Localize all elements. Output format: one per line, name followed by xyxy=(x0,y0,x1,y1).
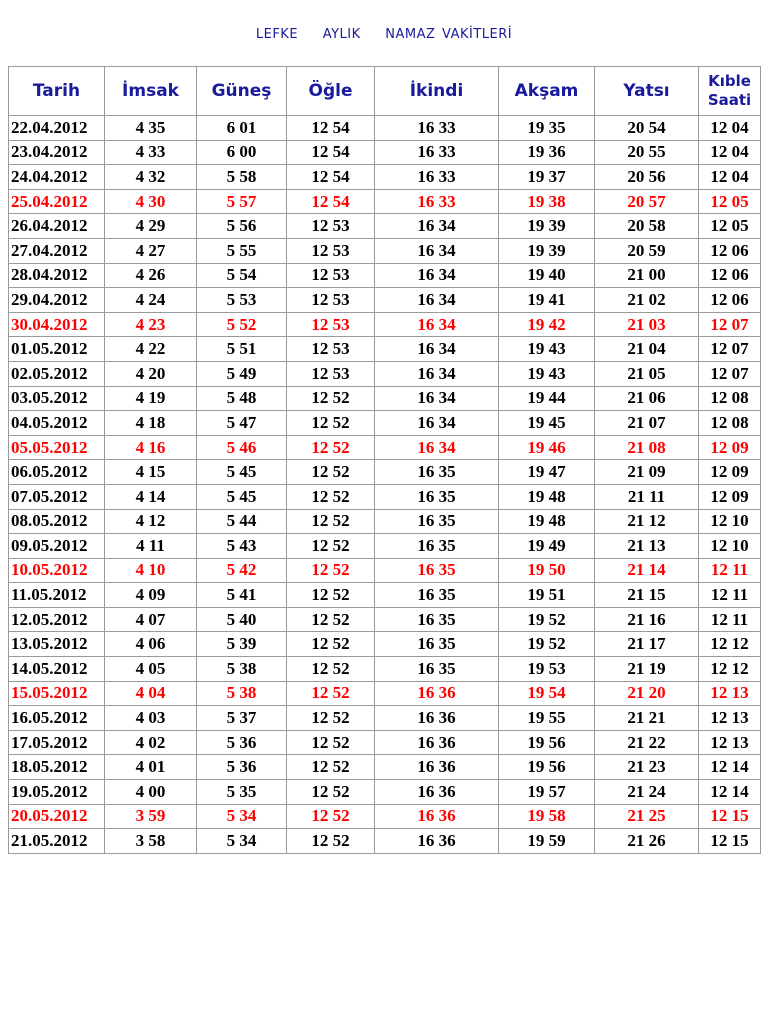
table-cell: 19 50 xyxy=(499,558,595,583)
table-cell: 01.05.2012 xyxy=(9,337,105,362)
table-cell: 12 52 xyxy=(287,607,375,632)
table-cell: 4 11 xyxy=(105,534,197,559)
table-cell: 21 02 xyxy=(595,288,699,313)
table-cell: 16 33 xyxy=(375,140,499,165)
table-cell: 16 35 xyxy=(375,534,499,559)
table-cell: 21 13 xyxy=(595,534,699,559)
table-row xyxy=(9,189,761,214)
table-cell: 21 22 xyxy=(595,730,699,755)
table-cell: 19 54 xyxy=(499,681,595,706)
table-cell: 12 13 xyxy=(699,706,761,731)
table-cell: 16 36 xyxy=(375,780,499,805)
table-cell: 4 16 xyxy=(105,435,197,460)
column-header-kible-saati: Kıble Saati xyxy=(699,67,761,116)
table-cell: 16 35 xyxy=(375,460,499,485)
table-cell: 6 00 xyxy=(197,140,287,165)
table-cell: 19 48 xyxy=(499,484,595,509)
table-cell: 19 44 xyxy=(499,386,595,411)
table-cell: 21 14 xyxy=(595,558,699,583)
table-row xyxy=(9,460,761,485)
table-cell: 14.05.2012 xyxy=(9,657,105,682)
table-cell: 21 17 xyxy=(595,632,699,657)
column-header-ogle: Öğle xyxy=(287,67,375,116)
table-cell: 5 36 xyxy=(197,755,287,780)
table-cell: 20.05.2012 xyxy=(9,804,105,829)
table-cell: 12 52 xyxy=(287,780,375,805)
table-cell: 16 35 xyxy=(375,484,499,509)
table-cell: 19 57 xyxy=(499,780,595,805)
table-cell: 16 36 xyxy=(375,755,499,780)
table-row xyxy=(9,312,761,337)
table-cell: 09.05.2012 xyxy=(9,534,105,559)
table-cell: 19 42 xyxy=(499,312,595,337)
title-subject: NAMAZ VAKİTLERİ xyxy=(385,27,513,42)
table-cell: 21 04 xyxy=(595,337,699,362)
table-cell: 4 12 xyxy=(105,509,197,534)
table-cell: 08.05.2012 xyxy=(9,509,105,534)
table-cell: 20 58 xyxy=(595,214,699,239)
table-cell: 19 43 xyxy=(499,337,595,362)
table-row xyxy=(9,165,761,190)
table-cell: 15.05.2012 xyxy=(9,681,105,706)
table-cell: 16 34 xyxy=(375,337,499,362)
table-cell: 12 53 xyxy=(287,337,375,362)
table-cell: 4 29 xyxy=(105,214,197,239)
table-row xyxy=(9,681,761,706)
table-cell: 21 08 xyxy=(595,435,699,460)
table-cell: 21 15 xyxy=(595,583,699,608)
table-cell: 16 34 xyxy=(375,435,499,460)
table-cell: 21 19 xyxy=(595,657,699,682)
table-cell: 19 52 xyxy=(499,632,595,657)
table-cell: 12 04 xyxy=(699,116,761,141)
table-cell: 12 09 xyxy=(699,484,761,509)
table-cell: 06.05.2012 xyxy=(9,460,105,485)
table-cell: 4 35 xyxy=(105,116,197,141)
table-cell: 5 38 xyxy=(197,657,287,682)
table-cell: 19 41 xyxy=(499,288,595,313)
table-cell: 16 33 xyxy=(375,165,499,190)
table-row xyxy=(9,706,761,731)
table-cell: 4 32 xyxy=(105,165,197,190)
table-cell: 20 54 xyxy=(595,116,699,141)
table-cell: 07.05.2012 xyxy=(9,484,105,509)
table-cell: 12 15 xyxy=(699,804,761,829)
table-cell: 12 53 xyxy=(287,312,375,337)
table-row xyxy=(9,829,761,854)
table-cell: 16 36 xyxy=(375,829,499,854)
table-row xyxy=(9,238,761,263)
table-cell: 12 14 xyxy=(699,755,761,780)
table-cell: 5 57 xyxy=(197,189,287,214)
table-cell: 4 19 xyxy=(105,386,197,411)
table-cell: 4 24 xyxy=(105,288,197,313)
table-row xyxy=(9,534,761,559)
prayer-times-table xyxy=(8,66,761,854)
table-cell: 12 54 xyxy=(287,189,375,214)
table-cell: 16 34 xyxy=(375,361,499,386)
table-cell: 5 34 xyxy=(197,804,287,829)
table-cell: 5 38 xyxy=(197,681,287,706)
table-cell: 20 55 xyxy=(595,140,699,165)
table-cell: 12 06 xyxy=(699,288,761,313)
table-cell: 4 06 xyxy=(105,632,197,657)
table-cell: 12 52 xyxy=(287,730,375,755)
table-cell: 13.05.2012 xyxy=(9,632,105,657)
table-cell: 4 07 xyxy=(105,607,197,632)
table-cell: 19 40 xyxy=(499,263,595,288)
table-cell: 16.05.2012 xyxy=(9,706,105,731)
table-row xyxy=(9,558,761,583)
table-body xyxy=(9,116,761,854)
table-cell: 3 59 xyxy=(105,804,197,829)
table-cell: 19 49 xyxy=(499,534,595,559)
table-cell: 12 13 xyxy=(699,681,761,706)
table-cell: 12 52 xyxy=(287,829,375,854)
table-cell: 19 36 xyxy=(499,140,595,165)
table-cell: 16 34 xyxy=(375,214,499,239)
table-cell: 16 34 xyxy=(375,238,499,263)
column-header-imsak: İmsak xyxy=(105,67,197,116)
table-row xyxy=(9,730,761,755)
table-cell: 21 26 xyxy=(595,829,699,854)
table-cell: 19.05.2012 xyxy=(9,780,105,805)
table-row xyxy=(9,583,761,608)
table-cell: 28.04.2012 xyxy=(9,263,105,288)
table-cell: 12 05 xyxy=(699,214,761,239)
table-cell: 16 36 xyxy=(375,681,499,706)
title-period: AYLIK xyxy=(322,27,361,42)
table-cell: 4 02 xyxy=(105,730,197,755)
table-cell: 19 39 xyxy=(499,238,595,263)
table-cell: 20 59 xyxy=(595,238,699,263)
column-header-yatsi: Yatsı xyxy=(595,67,699,116)
table-cell: 19 53 xyxy=(499,657,595,682)
table-cell: 5 47 xyxy=(197,411,287,436)
table-cell: 12 09 xyxy=(699,460,761,485)
table-cell: 21 25 xyxy=(595,804,699,829)
table-row xyxy=(9,657,761,682)
table-cell: 12 52 xyxy=(287,558,375,583)
table-cell: 5 54 xyxy=(197,263,287,288)
table-cell: 19 51 xyxy=(499,583,595,608)
table-cell: 12 07 xyxy=(699,337,761,362)
table-cell: 02.05.2012 xyxy=(9,361,105,386)
table-cell: 19 58 xyxy=(499,804,595,829)
table-cell: 19 59 xyxy=(499,829,595,854)
table-row xyxy=(9,804,761,829)
table-cell: 5 55 xyxy=(197,238,287,263)
table-cell: 12 52 xyxy=(287,755,375,780)
table-cell: 12 06 xyxy=(699,238,761,263)
table-cell: 19 46 xyxy=(499,435,595,460)
table-cell: 4 15 xyxy=(105,460,197,485)
table-cell: 4 04 xyxy=(105,681,197,706)
table-cell: 4 01 xyxy=(105,755,197,780)
table-row xyxy=(9,386,761,411)
table-cell: 12 52 xyxy=(287,583,375,608)
table-row xyxy=(9,140,761,165)
table-cell: 12 07 xyxy=(699,312,761,337)
table-cell: 03.05.2012 xyxy=(9,386,105,411)
table-cell: 12 52 xyxy=(287,411,375,436)
table-cell: 4 33 xyxy=(105,140,197,165)
table-cell: 16 33 xyxy=(375,189,499,214)
table-cell: 12 08 xyxy=(699,411,761,436)
table-cell: 19 55 xyxy=(499,706,595,731)
table-cell: 19 38 xyxy=(499,189,595,214)
table-cell: 12 10 xyxy=(699,534,761,559)
table-row xyxy=(9,214,761,239)
table-cell: 21 16 xyxy=(595,607,699,632)
table-cell: 4 22 xyxy=(105,337,197,362)
table-cell: 12 11 xyxy=(699,583,761,608)
table-cell: 12.05.2012 xyxy=(9,607,105,632)
table-cell: 12 53 xyxy=(287,214,375,239)
table-cell: 22.04.2012 xyxy=(9,116,105,141)
table-cell: 16 34 xyxy=(375,263,499,288)
table-cell: 12 06 xyxy=(699,263,761,288)
table-cell: 16 34 xyxy=(375,411,499,436)
table-cell: 30.04.2012 xyxy=(9,312,105,337)
table-row xyxy=(9,755,761,780)
table-row xyxy=(9,435,761,460)
table-row xyxy=(9,337,761,362)
table-cell: 12 54 xyxy=(287,165,375,190)
title-location: LEFKE xyxy=(255,27,299,42)
table-cell: 5 46 xyxy=(197,435,287,460)
table-row xyxy=(9,607,761,632)
table-cell: 16 35 xyxy=(375,583,499,608)
table-cell: 12 08 xyxy=(699,386,761,411)
table-cell: 5 53 xyxy=(197,288,287,313)
table-cell: 24.04.2012 xyxy=(9,165,105,190)
table-row xyxy=(9,361,761,386)
table-cell: 5 49 xyxy=(197,361,287,386)
table-cell: 19 37 xyxy=(499,165,595,190)
table-cell: 4 10 xyxy=(105,558,197,583)
table-cell: 5 39 xyxy=(197,632,287,657)
table-cell: 12 52 xyxy=(287,435,375,460)
table-cell: 12 53 xyxy=(287,238,375,263)
table-cell: 11.05.2012 xyxy=(9,583,105,608)
table-cell: 5 37 xyxy=(197,706,287,731)
table-cell: 12 52 xyxy=(287,657,375,682)
table-cell: 12 12 xyxy=(699,632,761,657)
table-cell: 21 24 xyxy=(595,780,699,805)
table-cell: 12 12 xyxy=(699,657,761,682)
table-cell: 21 03 xyxy=(595,312,699,337)
table-cell: 12 53 xyxy=(287,263,375,288)
table-cell: 19 48 xyxy=(499,509,595,534)
table-cell: 4 23 xyxy=(105,312,197,337)
table-cell: 12 05 xyxy=(699,189,761,214)
table-cell: 21 09 xyxy=(595,460,699,485)
table-cell: 19 56 xyxy=(499,755,595,780)
table-cell: 21 05 xyxy=(595,361,699,386)
table-cell: 19 56 xyxy=(499,730,595,755)
table-cell: 5 51 xyxy=(197,337,287,362)
table-cell: 21 21 xyxy=(595,706,699,731)
table-cell: 05.05.2012 xyxy=(9,435,105,460)
table-cell: 5 40 xyxy=(197,607,287,632)
table-cell: 4 20 xyxy=(105,361,197,386)
table-cell: 19 52 xyxy=(499,607,595,632)
table-cell: 5 56 xyxy=(197,214,287,239)
table-cell: 16 34 xyxy=(375,386,499,411)
table-cell: 12 52 xyxy=(287,484,375,509)
table-cell: 27.04.2012 xyxy=(9,238,105,263)
table-cell: 4 18 xyxy=(105,411,197,436)
table-cell: 5 45 xyxy=(197,484,287,509)
table-cell: 29.04.2012 xyxy=(9,288,105,313)
table-cell: 19 43 xyxy=(499,361,595,386)
table-cell: 12 52 xyxy=(287,509,375,534)
table-cell: 19 47 xyxy=(499,460,595,485)
table-cell: 5 41 xyxy=(197,583,287,608)
table-cell: 5 43 xyxy=(197,534,287,559)
table-cell: 19 39 xyxy=(499,214,595,239)
table-cell: 5 44 xyxy=(197,509,287,534)
table-cell: 12 52 xyxy=(287,681,375,706)
table-row xyxy=(9,411,761,436)
table-cell: 5 42 xyxy=(197,558,287,583)
table-cell: 12 54 xyxy=(287,116,375,141)
table-cell: 12 10 xyxy=(699,509,761,534)
table-cell: 5 34 xyxy=(197,829,287,854)
table-cell: 5 45 xyxy=(197,460,287,485)
table-cell: 21 20 xyxy=(595,681,699,706)
table-cell: 12 04 xyxy=(699,140,761,165)
table-cell: 20 56 xyxy=(595,165,699,190)
table-cell: 12 13 xyxy=(699,730,761,755)
table-cell: 12 07 xyxy=(699,361,761,386)
column-header-ikindi: İkindi xyxy=(375,67,499,116)
table-cell: 16 36 xyxy=(375,706,499,731)
table-cell: 5 48 xyxy=(197,386,287,411)
table-cell: 16 34 xyxy=(375,312,499,337)
column-header-gunes: Güneş xyxy=(197,67,287,116)
table-cell: 12 53 xyxy=(287,288,375,313)
table-cell: 21 23 xyxy=(595,755,699,780)
table-cell: 04.05.2012 xyxy=(9,411,105,436)
column-header-aksam: Akşam xyxy=(499,67,595,116)
table-cell: 3 58 xyxy=(105,829,197,854)
table-cell: 12 52 xyxy=(287,706,375,731)
column-header-tarih: Tarih xyxy=(9,67,105,116)
table-cell: 4 14 xyxy=(105,484,197,509)
table-cell: 16 35 xyxy=(375,558,499,583)
table-cell: 5 35 xyxy=(197,780,287,805)
table-cell: 12 11 xyxy=(699,558,761,583)
table-cell: 4 27 xyxy=(105,238,197,263)
table-cell: 12 04 xyxy=(699,165,761,190)
table-header-row xyxy=(9,67,761,116)
table-cell: 12 14 xyxy=(699,780,761,805)
table-cell: 12 52 xyxy=(287,386,375,411)
table-cell: 12 15 xyxy=(699,829,761,854)
table-cell: 19 45 xyxy=(499,411,595,436)
table-cell: 26.04.2012 xyxy=(9,214,105,239)
table-cell: 12 52 xyxy=(287,460,375,485)
table-cell: 18.05.2012 xyxy=(9,755,105,780)
table-cell: 21 11 xyxy=(595,484,699,509)
table-cell: 21 00 xyxy=(595,263,699,288)
table-cell: 16 34 xyxy=(375,288,499,313)
table-cell: 12 11 xyxy=(699,607,761,632)
table-cell: 16 36 xyxy=(375,730,499,755)
table-cell: 21 06 xyxy=(595,386,699,411)
table-cell: 5 36 xyxy=(197,730,287,755)
table-cell: 16 35 xyxy=(375,607,499,632)
table-cell: 4 30 xyxy=(105,189,197,214)
table-cell: 4 05 xyxy=(105,657,197,682)
table-row xyxy=(9,288,761,313)
table-cell: 16 35 xyxy=(375,632,499,657)
table-row xyxy=(9,263,761,288)
page-title xyxy=(0,27,768,47)
table-cell: 12 53 xyxy=(287,361,375,386)
table-cell: 5 52 xyxy=(197,312,287,337)
table-cell: 4 00 xyxy=(105,780,197,805)
table-cell: 12 54 xyxy=(287,140,375,165)
table-cell: 19 35 xyxy=(499,116,595,141)
table-cell: 21 12 xyxy=(595,509,699,534)
table-cell: 23.04.2012 xyxy=(9,140,105,165)
table-cell: 16 33 xyxy=(375,116,499,141)
table-row xyxy=(9,780,761,805)
table-cell: 10.05.2012 xyxy=(9,558,105,583)
table-cell: 12 52 xyxy=(287,804,375,829)
table-row xyxy=(9,116,761,141)
table-cell: 16 36 xyxy=(375,804,499,829)
table-row xyxy=(9,632,761,657)
table-cell: 25.04.2012 xyxy=(9,189,105,214)
table-cell: 12 52 xyxy=(287,534,375,559)
table-cell: 17.05.2012 xyxy=(9,730,105,755)
table-cell: 20 57 xyxy=(595,189,699,214)
table-cell: 12 52 xyxy=(287,632,375,657)
table-cell: 4 26 xyxy=(105,263,197,288)
table-row xyxy=(9,509,761,534)
table-cell: 4 09 xyxy=(105,583,197,608)
table-row xyxy=(9,484,761,509)
table-cell: 5 58 xyxy=(197,165,287,190)
table-cell: 4 03 xyxy=(105,706,197,731)
table-cell: 21.05.2012 xyxy=(9,829,105,854)
table-cell: 12 09 xyxy=(699,435,761,460)
table-cell: 6 01 xyxy=(197,116,287,141)
table-cell: 21 07 xyxy=(595,411,699,436)
table-cell: 16 35 xyxy=(375,509,499,534)
table-cell: 16 35 xyxy=(375,657,499,682)
